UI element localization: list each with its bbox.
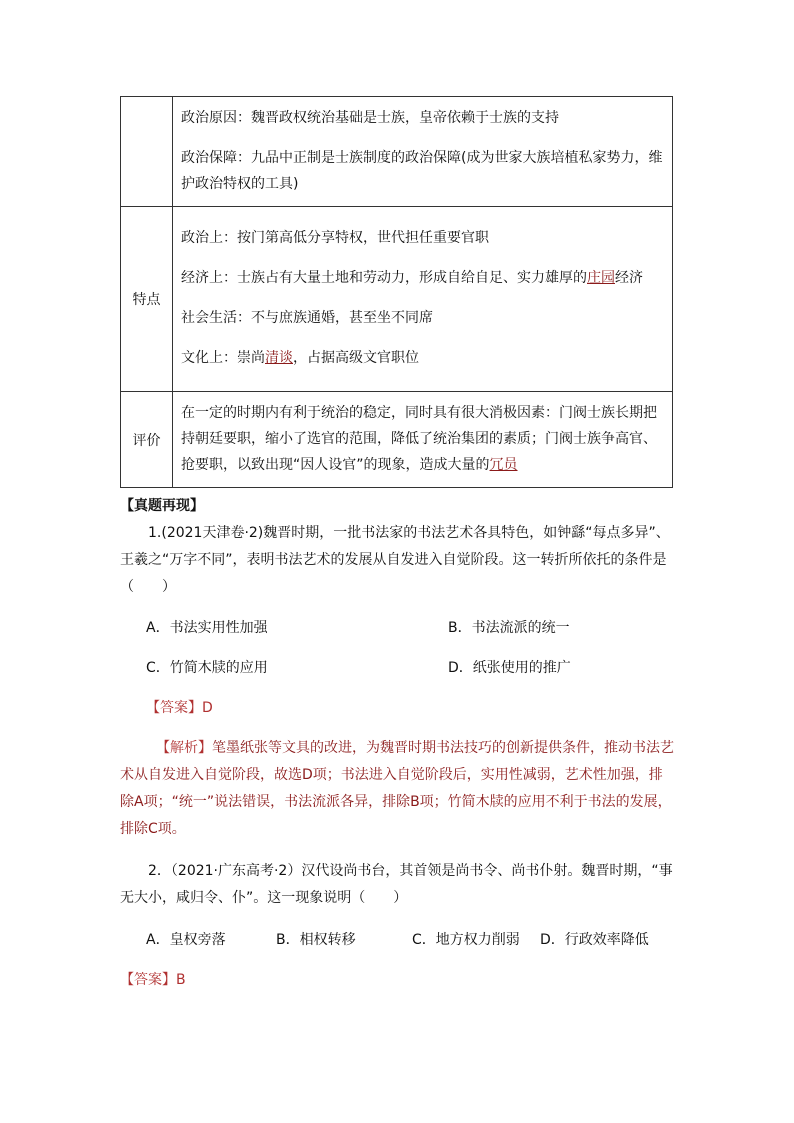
table-row-evaluation xyxy=(121,392,673,488)
answer-value: D xyxy=(202,700,213,716)
option-a[interactable]: A．书法实用性加强 xyxy=(146,620,268,636)
question-1-options xyxy=(146,618,666,678)
analysis-paragraph xyxy=(120,735,676,843)
option-d[interactable]: D．行政效率降低 xyxy=(540,932,649,948)
keyword-link[interactable]: 冗员 xyxy=(489,456,518,473)
paragraph: 在一定的时期内有利于统治的稳定，同时具有很大消极因素：门阀士族长期把持朝廷要职，缩小了选官的范围，降低了统治集团的素质；门阀士族争高官、抢要职，以致出现“因人设官”的现象，造成大量的冗员 xyxy=(181,404,657,473)
analysis-tag: 【解析】 xyxy=(156,740,212,756)
option-b[interactable]: B．书法流派的统一 xyxy=(448,620,570,636)
option-a[interactable]: A．皇权旁落 xyxy=(146,932,226,948)
question-2-options xyxy=(146,930,666,950)
paragraph: 社会生活：不与庶族通婚，甚至坐不同席 xyxy=(181,310,433,326)
answer-2 xyxy=(120,970,186,990)
analysis-1 xyxy=(120,735,676,843)
table-row-features xyxy=(121,207,673,392)
answer-tag: 【答案】 xyxy=(120,972,176,988)
option-row xyxy=(146,930,666,950)
section-title: 【真题再现】 xyxy=(120,498,204,514)
option-b[interactable]: B．相权转移 xyxy=(276,932,356,948)
row-content xyxy=(173,207,673,392)
analysis-text: 笔墨纸张等文具的改进，为魏晋时期书法技巧的创新提供条件，推动书法艺术从自发进入自觉阶段，故选D项；书法进入自觉阶段后，实用性减弱，艺术性加强，排除A项；“统一”说法错误，书法流派各异，排除B项；竹简木牍的应用不利于书法的发展，排除C项。 xyxy=(120,740,674,837)
table-row-reasons xyxy=(121,97,673,207)
paragraph: 经济上：士族占有大量土地和劳动力，形成自给自足、实力雄厚的庄园经济 xyxy=(181,270,643,286)
paragraph: 政治原因：魏晋政权统治基础是士族，皇帝依赖于士族的支持 xyxy=(181,109,559,126)
keyword-link[interactable]: 清谈 xyxy=(265,350,293,366)
answer-tag: 【答案】 xyxy=(146,700,202,716)
question-1 xyxy=(120,520,675,601)
paragraph: 政治上：按门第高低分享特权，世代担任重要官职 xyxy=(181,230,489,246)
option-c[interactable]: C．竹简木牍的应用 xyxy=(146,660,268,676)
option-d[interactable]: D．纸张使用的推广 xyxy=(448,660,571,676)
question-2 xyxy=(120,858,675,912)
answer-1 xyxy=(146,698,213,718)
row-label: 评价 xyxy=(121,392,173,488)
paragraph: 政治保障：九品中正制是士族制度的政治保障(成为世家大族培植私家势力，维护政治特权的工具) xyxy=(181,149,663,192)
summary-table xyxy=(120,96,673,488)
row-content xyxy=(173,97,673,207)
row-label: 特点 xyxy=(121,207,173,392)
option-row xyxy=(146,618,666,638)
row-label xyxy=(121,97,173,207)
row-content xyxy=(173,392,673,488)
question-text: 1.(2021天津卷·2)魏晋时期，一批书法家的书法艺术各具特色，如钟繇“每点多异”、王羲之“万字不同”，表明书法艺术的发展从自发进入自觉阶段。这一转折所依托的条件是（ ） xyxy=(120,525,670,595)
paragraph: 文化上：崇尚清谈，占据高级文官职位 xyxy=(181,350,419,366)
question-text: 2．（2021·广东高考·2）汉代设尚书台，其首领是尚书令、尚书仆射。魏晋时期，“事无大小，咸归令、仆”。这一现象说明（ ） xyxy=(120,863,673,906)
option-c[interactable]: C．地方权力削弱 xyxy=(412,932,520,948)
option-row xyxy=(146,658,666,678)
answer-value: B xyxy=(176,972,186,988)
keyword-link[interactable]: 庄园 xyxy=(587,270,615,286)
